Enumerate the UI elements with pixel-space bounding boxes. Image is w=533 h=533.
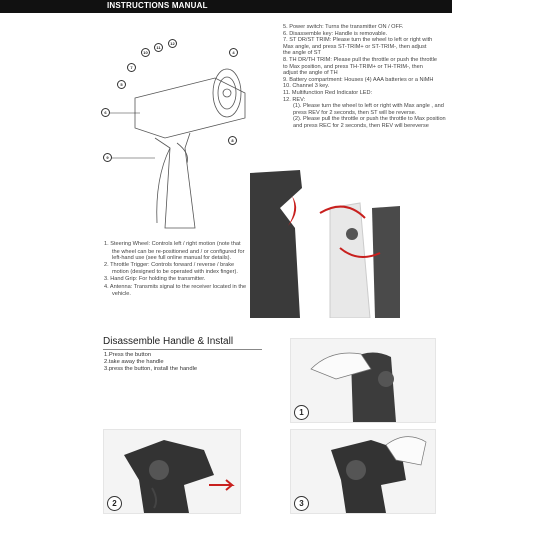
callout-7: 7 (127, 63, 136, 72)
list-item: 6. Disassemble key: Handle is removable. (283, 30, 388, 37)
step-photo-1 (290, 338, 436, 423)
rev-item: and press REC for 2 seconds, then REV will bereverse (293, 122, 429, 129)
list-item: 7. ST DR/ST TRIM: Please turn the wheel to left or right with (283, 37, 433, 44)
callout-4: 4 (229, 48, 238, 57)
list-item: 4. Antenna: Transmits signal to the receiver located in the (104, 283, 247, 290)
callout-8: 8 (228, 136, 237, 145)
header-bar (0, 0, 452, 13)
list-item: Max angle, and press ST-TRIM+ or ST-TRIM-, then adjust (283, 43, 427, 50)
feature-list-right (283, 24, 473, 130)
install-handle-illustration (291, 430, 435, 513)
list-item: 9. Battery compartment: Houses (4) AAA batteries or a NiMH (283, 76, 434, 83)
list-item: 5. Power switch: Turns the transmitter ON / OFF. (283, 24, 404, 30)
step-photo-3 (290, 429, 436, 514)
handle-removal-photo (240, 168, 430, 318)
list-item: 2. Throttle Trigger: Controls forward / reverse / brake (104, 261, 235, 268)
section-divider (103, 349, 262, 350)
list-item-continued: the wheel can be re-positioned and / or configured for (112, 248, 245, 255)
callout-11: 11 (154, 43, 163, 52)
remove-handle-illustration (104, 430, 240, 513)
list-item: 12. REV: (283, 96, 306, 103)
install-steps (104, 352, 197, 373)
list-item-continued: left-hand use (see full online manual for details). (112, 255, 232, 262)
step-badge-2: 2 (107, 496, 122, 511)
press-button-illustration (291, 339, 435, 422)
list-item: 10. Channel 3 key. (283, 83, 330, 90)
step-item: 2.take away the handle (104, 359, 164, 365)
step-item: 1.Press the button (104, 352, 152, 358)
callout-5: 5 (117, 80, 126, 89)
step-item: 3.press the button, install the handle (104, 366, 198, 372)
list-item: 3. Hand Grip: For holding the transmitter. (104, 275, 206, 282)
callout-10: 10 (141, 48, 150, 57)
section-title: Disassemble Handle & Install (103, 336, 234, 347)
feature-list-left (104, 241, 264, 298)
rev-item: press REV for 2 seconds, then ST will be reverse. (293, 109, 417, 116)
list-item: 11. Multifunction Red Indicator LED: (283, 89, 373, 96)
list-item-continued: vehicle. (112, 291, 131, 298)
list-item: the angle of ST (283, 50, 321, 57)
rev-item: (2). Please pull the throttle or push the throttle to Max position (293, 116, 446, 123)
step-badge-1: 1 (294, 405, 309, 420)
list-item: adjust the angle of TH (283, 70, 338, 77)
step-photo-2 (103, 429, 241, 514)
callout-9: 9 (103, 153, 112, 162)
callout-12: 12 (168, 39, 177, 48)
list-item: to Max position, and press TH-TRIM+ or TH-TRIM-, then (283, 63, 423, 70)
list-item: 1. Steering Wheel: Controls left / right motion (note that (104, 241, 241, 247)
manual-title: INSTRUCTIONS MANUAL (107, 1, 208, 10)
callout-6: 6 (101, 108, 110, 117)
list-item-continued: motion (designed to be operated with index finger). (112, 269, 238, 276)
step-badge-3: 3 (294, 496, 309, 511)
rev-item: (1). Please turn the wheel to left or right with Max angle , and (293, 103, 444, 110)
list-item: 8. TH DR/TH TRIM: Please pull the throttle or push the throttle (283, 56, 437, 63)
